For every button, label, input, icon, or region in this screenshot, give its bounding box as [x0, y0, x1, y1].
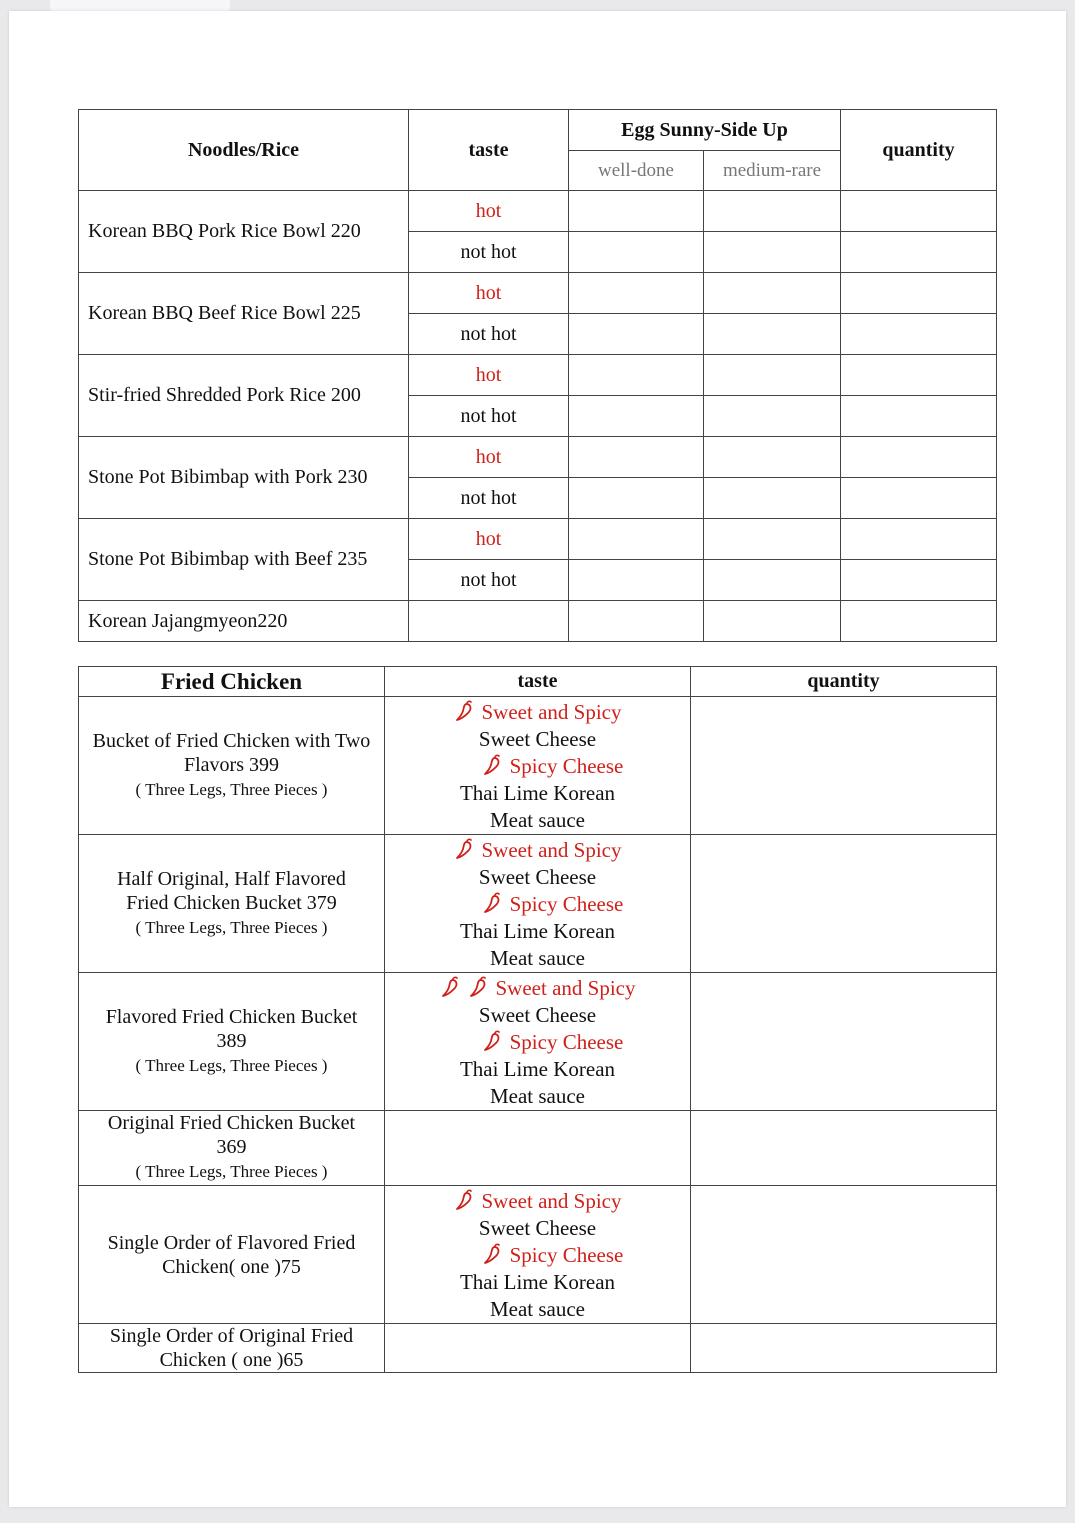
header-row: [79, 110, 997, 151]
quantity-cell[interactable]: [691, 835, 997, 973]
option-meat-sauce[interactable]: Meat sauce: [489, 1084, 586, 1108]
item-name: Korean BBQ Pork Rice Bowl 220: [79, 191, 409, 273]
table-row: [79, 973, 997, 1111]
option-label: Sweet and Spicy: [495, 976, 636, 1000]
well-done-cell[interactable]: [569, 273, 704, 314]
quantity-cell[interactable]: [841, 601, 997, 642]
option-thai-lime-korean[interactable]: Thai Lime Korean: [459, 1270, 616, 1294]
option-label: Spicy Cheese: [509, 892, 624, 916]
quantity-cell[interactable]: [841, 191, 997, 232]
header-quantity: quantity: [841, 110, 997, 191]
item-cell: [79, 1186, 385, 1324]
item-note: ( Three Legs, Three Pieces ): [135, 1162, 328, 1181]
option-meat-sauce[interactable]: Meat sauce: [489, 1297, 586, 1321]
table-row: [79, 437, 997, 478]
taste-hot: hot: [409, 273, 569, 314]
chili-pepper-icon: [454, 1189, 476, 1211]
option-spicy-cheese[interactable]: [415, 753, 690, 780]
option-sweet-cheese[interactable]: Sweet Cheese: [478, 1003, 597, 1027]
taste-not-hot: not hot: [409, 396, 569, 437]
header-fried-chicken: Fried Chicken: [79, 667, 385, 697]
header-noodles-rice: Noodles/Rice: [79, 110, 409, 191]
fried-chicken-table: [78, 666, 997, 1373]
well-done-cell[interactable]: [569, 191, 704, 232]
item-name-line1: Single Order of Original Fried: [109, 1325, 354, 1347]
item-note: ( Three Legs, Three Pieces ): [135, 917, 328, 937]
option-sweet-and-spicy[interactable]: [385, 699, 690, 726]
taste-cell[interactable]: [385, 1111, 691, 1186]
medium-rare-cell[interactable]: [704, 396, 841, 437]
item-name: Stir-fried Shredded Pork Rice 200: [79, 355, 409, 437]
item-name-line2: 369: [216, 1136, 247, 1158]
medium-rare-cell[interactable]: [704, 519, 841, 560]
item-cell: [79, 835, 385, 973]
item-name-line2: Flavors 399: [184, 753, 279, 776]
table-row: [79, 519, 997, 560]
item-name-line2: Chicken( one )75: [162, 1255, 301, 1278]
header-quantity: quantity: [691, 667, 997, 697]
medium-rare-cell[interactable]: [704, 273, 841, 314]
header-egg-sunny-side-up: Egg Sunny-Side Up: [569, 110, 841, 151]
item-name: Stone Pot Bibimbap with Pork 230: [79, 437, 409, 519]
well-done-cell[interactable]: [569, 355, 704, 396]
item-note: ( Three Legs, Three Pieces ): [135, 779, 328, 799]
item-name-line1: Single Order of Flavored Fried: [107, 1231, 356, 1254]
item-name: Korean Jajangmyeon220: [79, 601, 409, 642]
well-done-cell[interactable]: [569, 601, 704, 642]
quantity-cell[interactable]: [841, 396, 997, 437]
taste-hot: hot: [409, 437, 569, 478]
well-done-cell[interactable]: [569, 396, 704, 437]
well-done-cell[interactable]: [569, 314, 704, 355]
option-sweet-cheese[interactable]: Sweet Cheese: [478, 865, 597, 889]
option-sweet-and-spicy[interactable]: [385, 837, 690, 864]
chili-pepper-icon: [482, 1030, 504, 1052]
taste-hot: hot: [409, 519, 569, 560]
option-label: Spicy Cheese: [509, 754, 624, 778]
header-taste: taste: [409, 110, 569, 191]
taste-not-hot: not hot: [409, 232, 569, 273]
medium-rare-cell[interactable]: [704, 560, 841, 601]
item-cell: [79, 1111, 385, 1186]
taste-not-hot: not hot: [409, 478, 569, 519]
item-cell: [79, 697, 385, 835]
item-cell: [79, 1324, 385, 1373]
option-thai-lime-korean[interactable]: Thai Lime Korean: [459, 781, 616, 805]
option-sweet-cheese[interactable]: Sweet Cheese: [478, 1216, 597, 1240]
quantity-cell[interactable]: [841, 314, 997, 355]
table-row: [79, 697, 997, 835]
table-row: [79, 191, 997, 232]
chili-pepper-icon: [454, 700, 476, 722]
table-row: [79, 835, 997, 973]
quantity-cell[interactable]: [841, 478, 997, 519]
taste-options: [385, 1186, 691, 1324]
quantity-cell[interactable]: [841, 519, 997, 560]
chili-pepper-icon: [454, 838, 476, 860]
option-thai-lime-korean[interactable]: Thai Lime Korean: [459, 919, 616, 943]
table-row: [79, 1111, 997, 1186]
item-name-line2: Chicken ( one )65: [159, 1349, 304, 1371]
table-row: [79, 1324, 997, 1373]
medium-rare-cell[interactable]: [704, 478, 841, 519]
item-name: Korean BBQ Beef Rice Bowl 225: [79, 273, 409, 355]
quantity-cell[interactable]: [691, 973, 997, 1111]
item-name: Stone Pot Bibimbap with Beef 235: [79, 519, 409, 601]
quantity-cell[interactable]: [841, 560, 997, 601]
medium-rare-cell[interactable]: [704, 601, 841, 642]
option-label: Sweet and Spicy: [481, 700, 622, 724]
table-row: [79, 355, 997, 396]
option-spicy-cheese[interactable]: [415, 1242, 690, 1269]
item-name-line2: 389: [216, 1029, 247, 1052]
taste-hot: hot: [409, 355, 569, 396]
noodles-rice-table: [78, 109, 997, 642]
subheader-well-done: well-done: [569, 151, 704, 191]
item-name-line1: Flavored Fried Chicken Bucket: [105, 1005, 358, 1028]
taste-options: [385, 973, 691, 1111]
item-name-line1: Original Fried Chicken Bucket: [107, 1112, 356, 1134]
quantity-cell[interactable]: [691, 1186, 997, 1324]
taste-hot: hot: [409, 191, 569, 232]
table-row: [79, 273, 997, 314]
option-sweet-and-spicy[interactable]: [385, 1188, 690, 1215]
subheader-medium-rare: medium-rare: [704, 151, 841, 191]
chili-pepper-icon: [440, 976, 462, 998]
quantity-cell[interactable]: [691, 1324, 997, 1373]
item-name-line1: Half Original, Half Flavored: [117, 867, 346, 890]
well-done-cell[interactable]: [569, 437, 704, 478]
option-label: Sweet and Spicy: [481, 1189, 622, 1213]
taste-options: [385, 835, 691, 973]
quantity-cell[interactable]: [841, 273, 997, 314]
chili-pepper-icon: [482, 892, 504, 914]
well-done-cell[interactable]: [569, 478, 704, 519]
chili-pepper-icon: [468, 976, 490, 998]
option-label: Sweet and Spicy: [481, 838, 622, 862]
medium-rare-cell[interactable]: [704, 355, 841, 396]
option-thai-lime-korean[interactable]: Thai Lime Korean: [459, 1057, 616, 1081]
option-meat-sauce[interactable]: Meat sauce: [489, 808, 586, 832]
quantity-cell[interactable]: [841, 437, 997, 478]
quantity-cell[interactable]: [841, 232, 997, 273]
well-done-cell[interactable]: [569, 232, 704, 273]
option-sweet-and-spicy[interactable]: [385, 975, 690, 1002]
option-spicy-cheese[interactable]: [415, 891, 690, 918]
header-row: [79, 667, 997, 697]
chili-pepper-icon: [482, 754, 504, 776]
taste-cell[interactable]: [409, 601, 569, 642]
taste-options: [385, 697, 691, 835]
option-meat-sauce[interactable]: Meat sauce: [489, 946, 586, 970]
document-page: [9, 11, 1066, 1507]
option-label: Spicy Cheese: [509, 1243, 624, 1267]
option-spicy-cheese[interactable]: [415, 1029, 690, 1056]
table-row: [79, 601, 997, 642]
well-done-cell[interactable]: [569, 560, 704, 601]
table-row: [79, 1186, 997, 1324]
quantity-cell[interactable]: [691, 697, 997, 835]
medium-rare-cell[interactable]: [704, 314, 841, 355]
medium-rare-cell[interactable]: [704, 437, 841, 478]
quantity-cell[interactable]: [841, 355, 997, 396]
option-label: Spicy Cheese: [509, 1030, 624, 1054]
medium-rare-cell[interactable]: [704, 191, 841, 232]
taste-not-hot: not hot: [409, 314, 569, 355]
item-note: ( Three Legs, Three Pieces ): [135, 1055, 328, 1075]
chili-pepper-icon: [482, 1243, 504, 1265]
item-name-line2: Fried Chicken Bucket 379: [126, 891, 337, 914]
taste-cell[interactable]: [385, 1324, 691, 1373]
medium-rare-cell[interactable]: [704, 232, 841, 273]
quantity-cell[interactable]: [691, 1111, 997, 1186]
item-name-line1: Bucket of Fried Chicken with Two: [92, 729, 371, 752]
header-taste: taste: [385, 667, 691, 697]
option-sweet-cheese[interactable]: Sweet Cheese: [478, 727, 597, 751]
well-done-cell[interactable]: [569, 519, 704, 560]
taste-not-hot: not hot: [409, 560, 569, 601]
item-cell: [79, 973, 385, 1111]
